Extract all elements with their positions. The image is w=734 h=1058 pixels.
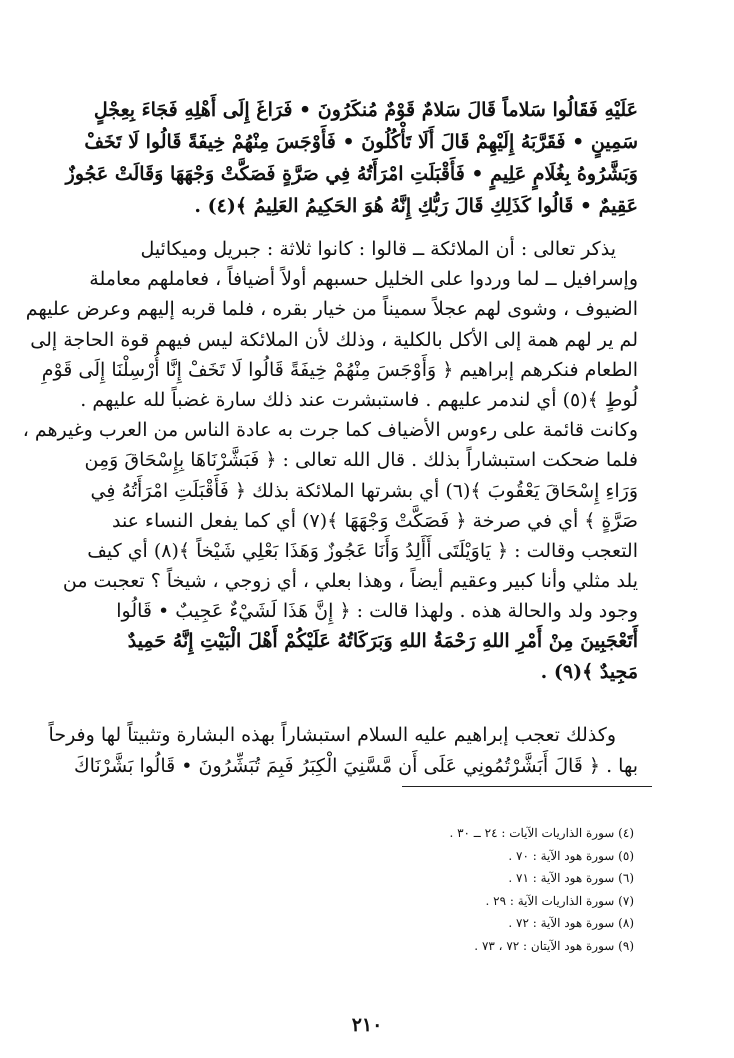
footnote: (٧) سورة الذاريات الآية : ٢٩ . [485,893,634,908]
text-line: عَقِيمٌ • قَالُوا كَذَلِكِ قَالَ رَبُّكِ إِنَّهُ هُوَ الحَكِيمُ العَلِيمُ ﴾(٤) . [194,195,638,217]
text-line: وَبَشَّرُوهُ بِغُلَامٍ عَلِيمٍ • فَأَقْبَلَتِ امْرَأَتُهُ فِي صَرَّةٍ فَصَكَّتْ وَجْهَهَا وَقَالَتْ عَجُوزٌ [65,163,638,185]
text-line: وَرَاءِ إِسْحَاقَ يَعْقُوبَ ﴾(٦) أي بشرتها الملائكة بذلك ﴿ فَأَقْبَلَتِ امْرَأَتُهُ فِي [90,479,638,502]
footnote-separator [402,786,652,787]
footnote: (٤) سورة الذاريات الآيات : ٢٤ ــ ٣٠ . [449,826,634,840]
footnote: (٦) سورة هود الآية : ٧١ . [508,871,634,886]
text-line: صَرَّةٍ ﴾ أي في صرخة ﴿ فَصَكَّتْ وَجْهَهَا ﴾(٧) أي كما يفعل النساء عند [111,509,638,532]
text-line: وكذلك تعجب إبراهيم عليه السلام استبشاراً بهذه البشارة وتثبيتاً لها وفرحاً [48,724,616,746]
text-line: مَجِيدٌ ﴾(٩) . [540,660,638,683]
page-number: ٢١٠ [351,1014,383,1036]
text-line: لُوطٍ ﴾(٥) أي لندمر عليهم . فاستبشرت عند ذلك سارة غضباً لله عليهم . [80,388,638,411]
footnotes [400,822,634,958]
text-line: أَتَعْجَبِينَ مِنْ أَمْرِ اللهِ رَحْمَةُ اللهِ وَبَرَكَاتُهُ عَلَيْكُمْ أَهْلَ الْبَيْتِ إِنَّهُ حَمِيدٌ [127,630,638,653]
footnote: (٥) سورة هود الآية : ٧٠ . [508,848,634,863]
footnote: (٩) سورة هود الآيتان : ٧٢ ، ٧٣ . [474,938,634,953]
text-line: لم ير لهم همة إلى الأكل بالكلية ، وذلك لأن الملائكة ليس فيهم قوة الحاجة إلى [30,328,638,351]
text-line: يذكر تعالى : أن الملائكة ــ قالوا : كانوا ثلاثة : جبريل وميكائيل [140,238,616,260]
text-line: وجود ولد والحالة هذه . ولهذا قالت : ﴿ إِنَّ هَذَا لَشَيْءٌ عَجِيبٌ • قَالُوا [116,600,638,623]
text-line: الطعام فنكرهم إبراهيم ﴿ وَأَوْجَسَ مِنْهُمْ خِيفَةً قَالُوا لَا تَخَفْ إِنَّا أُرْسِلْنَا إِلَى قَوْمِ [41,358,638,381]
closing-paragraph [48,720,638,782]
text-line: سَمِينٍ • فَقَرَّبَهُ إِلَيْهِمْ قَالَ أَلَا تَأْكُلُونَ • فَأَوْجَسَ مِنْهُمْ خِيفَةً قَالُوا لَا تَخَفْ [84,131,638,153]
text-line: فلما ضحكت استبشاراً بذلك . قال الله تعالى : ﴿ فَبَشَّرْنَاهَا بِإِسْحَاقَ وَمِن [84,449,638,472]
text-line: يلد مثلي وأنا كبير وعقيم أيضاً ، وهذا بعلي ، أي زوجي ، شيخاً ؟ تعجبت من [62,570,638,593]
text-line: عَلَيْهِ فَقَالُوا سَلاماً قَالَ سَلامٌ قَوْمٌ مُنكَرُونَ • فَرَاغَ إِلَى أَهْلِهِ فَجَاءَ بِعِجْلٍ [93,99,638,121]
text-line: التعجب وقالت : ﴿ يَاوَيْلَتَى أَأَلِدُ وَأَنَا عَجُوزٌ وَهَذَا بَعْلِي شَيْخاً ﴾(٨) أي كيف [87,539,638,562]
text-line: وكانت قائمة على رءوس الأضياف كما جرت به عادة الناس من العرب وغيرهم ، [22,419,638,442]
text-line: الضيوف ، وشوى لهم عجلاً سميناً من خيار بقره ، فلما قربه إليهم وعرض عليهم [25,298,638,321]
commentary-paragraph [22,234,638,687]
quran-passage-top [65,94,638,222]
text-line: بها . ﴿ قَالَ أَبَشَّرْتُمُونِي عَلَى أَن مَّسَّنِيَ الْكِبَرُ فَبِمَ تُبَشِّرُونَ • قَالُوا بَشَّرْنَاكَ [73,755,638,777]
text-line: وإسرافيل ــ لما وردوا على الخليل حسبهم أولاً أضيافاً ، فعاملهم معاملة [89,268,638,291]
footnote: (٨) سورة هود الآية : ٧٢ . [508,916,634,931]
